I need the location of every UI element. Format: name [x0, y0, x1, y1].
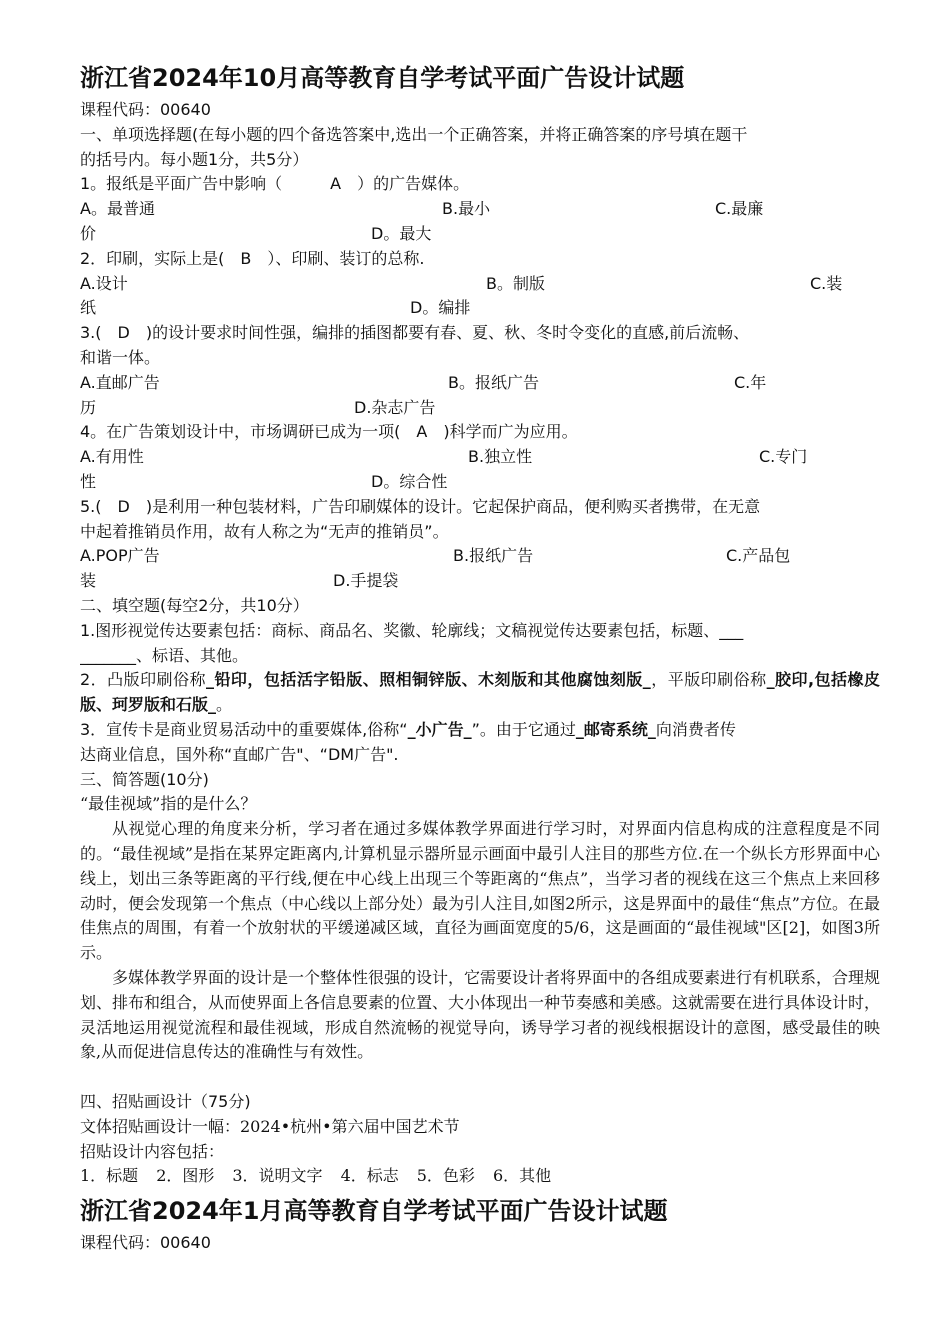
list-item: 3．说明文字 [232, 1166, 323, 1186]
document-title: 浙江省2024年10月高等教育自学考试平面广告设计试题 [80, 64, 685, 92]
section3-answer-paragraph-2: 多媒体教学界面的设计是一个整体性很强的设计，它需要设计者将界面中的各组成要素进行有机联系，合理规划、排布和组合，从而使界面上各信息要素的位置、大小体现出一种节奏感和美感。这就需要在进行具体设计时，灵活地运用视觉流程和最佳视域，形成自然流畅的视觉导向，诱导学习者的视线根据设计的意图，感受最佳的映象,从而促进信息传达的准确性与有效性。 [80, 967, 881, 1062]
fill-3-middle: ”。由于它通过 [471, 719, 576, 739]
section2-heading: 二、填空题(每空2分，共10分） [80, 595, 309, 615]
fill-2-end: 。 [216, 695, 233, 715]
option-a: A。最普通 [80, 199, 155, 219]
option-c: C.产品包 [726, 546, 791, 566]
course-code: 课程代码：00640 [80, 100, 211, 119]
second-course-code: 课程代码：00640 [80, 1233, 211, 1253]
section4-items [80, 1164, 880, 1189]
question-5-options-row1 [80, 544, 880, 569]
list-item: 2．图形 [156, 1166, 215, 1186]
question-1-options-row1 [80, 197, 880, 222]
option-c-continued: 价 [80, 223, 97, 243]
fill-3-line1 [80, 718, 880, 743]
option-b: B.最小 [442, 199, 491, 219]
option-c-continued: 装 [80, 571, 97, 591]
option-d: D。编排 [410, 298, 471, 318]
question-3-options-row1 [80, 371, 880, 396]
question-4-stem: 4。在广告策划设计中，市场调研已成为一项( A )科学而广为应用。 [80, 422, 578, 442]
question-3-options-row2 [80, 396, 880, 421]
section4-heading: 四、招贴画设计（75分) [80, 1091, 251, 1111]
option-a: A.直邮广告 [80, 372, 160, 392]
fill-2-answer-2: _胶印,包括橡皮版、珂罗版和石版_ [80, 670, 880, 715]
option-c: C.最廉 [715, 199, 764, 219]
fill-3-line2: 达商业信息，国外称“直邮广告"、“DM广告". [80, 744, 399, 764]
option-c: C.年 [734, 372, 767, 392]
section3-heading: 三、简答题(10分) [80, 769, 209, 789]
fill-2-answer-1: _铅印，包括活字铅版、照相铜锌版、木刻版和其他腐蚀刻版_ [205, 670, 651, 690]
section1-heading-line2: 的括号内。每小题1分，共5分） [80, 149, 309, 169]
section4-task: 文体招贴画设计一幅：2024•杭州•第六届中国艺术节 [80, 1116, 460, 1136]
question-2-options-row2 [80, 296, 880, 321]
question-1-options-row2 [80, 222, 880, 247]
option-c-continued: 历 [80, 397, 97, 417]
section3-question: “最佳视域”指的是什么？ [80, 794, 257, 814]
option-a: A.POP广告 [80, 546, 160, 566]
option-a: A.设计 [80, 273, 128, 293]
question-4-options-row2 [80, 470, 880, 495]
option-d: D。最大 [371, 223, 432, 243]
option-b: B.独立性 [468, 447, 533, 467]
option-b: B。报纸广告 [448, 372, 539, 392]
list-item: 1．标题 [80, 1166, 139, 1186]
question-2-options-row1 [80, 272, 880, 297]
fill-3-answer-1: _小广告_ [407, 719, 472, 739]
section4-content-label: 招贴设计内容包括： [80, 1141, 225, 1161]
fill-2-middle: ，平版印刷俗称 [650, 670, 767, 690]
fill-3-end: 向消费者传 [655, 719, 736, 739]
fill-1-line2: _______、标语、其他。 [80, 645, 249, 665]
option-c: C.装 [810, 273, 843, 293]
list-item: 6．其他 [492, 1166, 552, 1186]
option-b: B。制版 [486, 273, 545, 293]
option-a: A.有用性 [80, 447, 144, 467]
option-c-continued: 纸 [80, 298, 97, 318]
question-3-stem-line2: 和谐一体。 [80, 347, 161, 367]
option-c: C.专门 [759, 447, 808, 467]
section3-answer-paragraph-1: 从视觉心理的角度来分析，学习者在通过多媒体教学界面进行学习时，对界面内信息构成的注意程度是不同的。“最佳视域”是指在某界定距离内,计算机显示器所显示画面中最引人注目的那些方位.在一个纵长方形界面中心线上，划出三条等距离的平行线,便在中心线上出现三个等距离的“焦点”，当学习者的视线在这三个焦点上来回移动时，便会发现第一个焦点（中心线以上部分处）最为引人注目,如图2所示，这是界面中的最佳“焦点”方位。在最佳焦点的周围，有着一个放射状的平缓递减区域，直径为画面宽度的5/6，这是画面的“最佳视域"区[2]，如图3所示。 [80, 819, 880, 963]
list-item: 5．色彩 [416, 1166, 475, 1186]
option-d: D。综合性 [371, 471, 448, 491]
question-3-stem-line1: 3.( D )的设计要求时间性强，编排的插图都要有春、夏、秋、冬时令变化的直感,前后流畅、 [80, 323, 750, 343]
question-1-stem: 1。报纸是平面广告中影响（ A ）的广告媒体。 [80, 174, 470, 194]
exam-document [80, 62, 880, 1256]
fill-2 [80, 668, 880, 718]
fill-3-prefix: 3．宣传卡是商业贸易活动中的重要媒体,俗称“ [80, 719, 408, 739]
fill-2-prefix: 2．凸版印刷俗称 [80, 670, 206, 690]
fill-1-line1: 1.图形视觉传达要素包括：商标、商品名、奖徽、轮廓线；文稿视觉传达要素包括，标题、___ [80, 620, 744, 640]
question-2-stem: 2．印刷，实际上是( B ）、印刷、装订的总称. [80, 248, 425, 268]
question-5-stem-line2: 中起着推销员作用，故有人称之为“无声的推销员”。 [80, 521, 449, 541]
fill-3-answer-2: _邮寄系统_ [575, 719, 656, 739]
list-item: 4．标志 [340, 1166, 399, 1186]
section1-heading-line1: 一、单项选择题(在每小题的四个备选答案中,选出一个正确答案，并将正确答案的序号填在题干 [80, 124, 748, 144]
question-5-stem-line1: 5.( D )是利用一种包装材料，广告印刷媒体的设计。它起保护商品，便利购买者携带，在无意 [80, 496, 761, 516]
option-b: B.报纸广告 [453, 546, 534, 566]
option-c-continued: 性 [80, 471, 97, 491]
option-d: D.手提袋 [333, 571, 399, 591]
question-5-options-row2 [80, 569, 880, 594]
option-d: D.杂志广告 [354, 397, 436, 417]
second-document-title: 浙江省2024年1月高等教育自学考试平面广告设计试题 [80, 1197, 668, 1226]
question-4-options-row1 [80, 445, 880, 470]
